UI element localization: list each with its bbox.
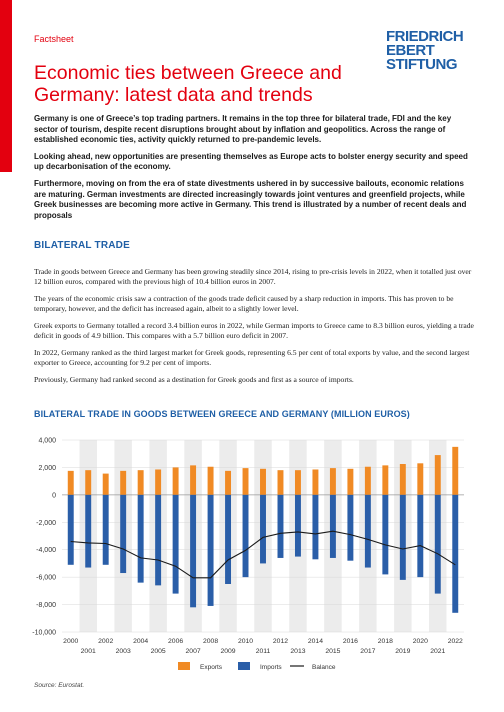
export-bar — [155, 469, 161, 494]
x-tick-label: 2013 — [290, 648, 306, 655]
export-bar — [85, 470, 91, 495]
legend-label: Exports — [200, 664, 223, 671]
chart-title: BILATERAL TRADE IN GOODS BETWEEN GREECE AND GERMANY (MILLION EUROS) — [34, 409, 410, 419]
y-tick-label: 0 — [52, 492, 56, 500]
x-tick-label: 2022 — [447, 638, 463, 645]
export-bar — [278, 470, 284, 495]
export-bar — [208, 467, 214, 495]
import-bar — [417, 495, 423, 577]
x-tick-label: 2006 — [168, 638, 184, 645]
export-bar — [400, 464, 406, 495]
export-bar — [120, 471, 126, 495]
intro-paragraph-1: Germany is one of Greece’s top trading partners. It remains in the top three for bilateral trade, FDI and the key sector of tourism, despite recent disruptions brought about by inflation and geopolitics. Across the range of established economic ties, activity quickly returned to pre-pandemic levels. — [34, 114, 452, 145]
x-tick-label: 2018 — [377, 638, 393, 645]
x-tick-label: 2015 — [325, 648, 341, 655]
export-bar — [417, 463, 423, 495]
body-paragraph-5: Previously, Germany had ranked second as a destination for Greek goods and first as a source of imports. — [34, 375, 354, 384]
x-tick-label: 2017 — [360, 648, 376, 655]
import-bar — [382, 495, 388, 575]
body-text — [34, 267, 474, 392]
x-tick-label: 2009 — [220, 648, 236, 655]
intro-paragraph-2: Looking ahead, new opportunities are presenting themselves as Europe acts to bolster energy security and speed up decarbonisation of the economy. — [34, 151, 468, 172]
x-tick-label: 2012 — [272, 638, 289, 645]
intro-summary — [34, 114, 474, 227]
export-bar — [138, 470, 144, 495]
document-type-label: Factsheet — [34, 34, 74, 44]
x-tick-label: 2005 — [150, 648, 166, 655]
import-bar — [452, 495, 458, 613]
import-bar — [330, 495, 336, 558]
y-tick-label: -8,000 — [36, 602, 56, 610]
logo-line-3: STIFTUNG — [386, 56, 457, 73]
accent-bar — [0, 0, 12, 172]
export-bar — [260, 469, 266, 495]
import-bar — [85, 495, 91, 568]
import-bar — [400, 495, 406, 580]
body-paragraph-4: In 2022, Germany ranked as the third largest market for Greek goods, representing 6.5 per cent of total exports by value, and the second largest exporter to Greece, accounting for 9.2 per cent of imports. — [34, 348, 470, 367]
trade-chart — [28, 434, 478, 678]
section-heading-bilateral-trade: BILATERAL TRADE — [34, 240, 130, 251]
export-bar — [435, 455, 441, 495]
export-bar — [312, 469, 318, 494]
import-bar — [295, 495, 301, 557]
body-paragraph-2: The years of the economic crisis saw a contraction of the goods trade deficit caused by a sharp reduction in imports. This has proven to be temporary, however, and the deficit has increased again, albeit to a slightly lower level. — [34, 294, 454, 313]
import-bar — [365, 495, 371, 568]
intro-paragraph-3: Furthermore, moving on from the era of state divestments ushered in by successive bailouts, economic relations are maturing. German investments are directed increasingly towards joint ventures and greenfield projects, while Greek businesses are becoming more active in Germany. This trend is illustrated by a number of recent deals and proposals — [34, 178, 467, 220]
x-tick-label: 2021 — [430, 648, 446, 655]
import-bar — [155, 495, 161, 586]
x-tick-label: 2002 — [98, 638, 114, 645]
export-bar — [382, 465, 388, 494]
x-tick-label: 2003 — [115, 648, 131, 655]
export-bar — [190, 465, 196, 494]
x-tick-label: 2014 — [307, 638, 323, 645]
import-bar — [190, 495, 196, 607]
import-bar — [278, 495, 284, 558]
export-bar — [243, 468, 249, 495]
export-bar — [103, 474, 109, 495]
y-tick-label: 4,000 — [38, 437, 56, 445]
import-bar — [260, 495, 266, 564]
export-bar — [330, 468, 336, 495]
import-bar — [103, 495, 109, 565]
x-tick-label: 2000 — [63, 638, 79, 645]
y-tick-label: -4,000 — [36, 547, 56, 555]
import-bar — [435, 495, 441, 594]
export-bar — [173, 467, 179, 494]
y-tick-label: -10,000 — [32, 629, 56, 637]
logo-line-2: EBERT — [386, 42, 435, 59]
source-note: Source: Eurostat. — [34, 682, 85, 689]
x-tick-label: 2019 — [395, 648, 411, 655]
import-bar — [138, 495, 144, 583]
fes-logo — [386, 30, 472, 72]
import-bar — [243, 495, 249, 577]
import-bar — [225, 495, 231, 584]
import-bar — [120, 495, 126, 573]
legend-swatch — [238, 662, 250, 670]
export-bar — [365, 467, 371, 495]
y-tick-label: -2,000 — [36, 519, 56, 527]
x-tick-label: 2001 — [80, 648, 96, 655]
import-bar — [347, 495, 353, 561]
x-tick-label: 2011 — [255, 648, 271, 655]
x-tick-label: 2016 — [342, 638, 358, 645]
legend-label: Imports — [260, 664, 282, 671]
export-bar — [225, 471, 231, 495]
import-bar — [312, 495, 318, 559]
import-bar — [68, 495, 74, 565]
x-tick-label: 2004 — [133, 638, 149, 645]
x-tick-label: 2010 — [237, 638, 254, 645]
x-tick-label: 2008 — [203, 638, 219, 645]
x-tick-label: 2007 — [185, 648, 201, 655]
legend-label: Balance — [312, 664, 336, 671]
body-paragraph-1: Trade in goods between Greece and Germany has been growing steadily since 2014, rising to pre-crisis levels in 2022, when it totalled just over 12 billion euros, compared with the previous high of 10.4 billion euros in 2007. — [34, 267, 472, 286]
page-title: Economic ties between Greece and Germany: latest data and trends — [34, 62, 342, 106]
import-bar — [173, 495, 179, 594]
export-bar — [295, 470, 301, 495]
logo-line-1: FRIEDRICH — [386, 28, 464, 45]
body-paragraph-3: Greek exports to Germany totalled a record 3.4 billion euros in 2022, while German imports to Greece came to 8.3 billion euros, yielding a trade deficit in goods of 4.9 billion. This compares with a 5.7 billion euro deficit in 2007. — [34, 321, 474, 340]
export-bar — [347, 469, 353, 495]
y-tick-label: -6,000 — [36, 574, 56, 582]
legend-swatch — [178, 662, 190, 670]
export-bar — [68, 471, 74, 495]
y-tick-label: 2,000 — [38, 464, 56, 472]
x-tick-label: 2020 — [412, 638, 428, 645]
import-bar — [208, 495, 214, 606]
export-bar — [452, 447, 458, 495]
